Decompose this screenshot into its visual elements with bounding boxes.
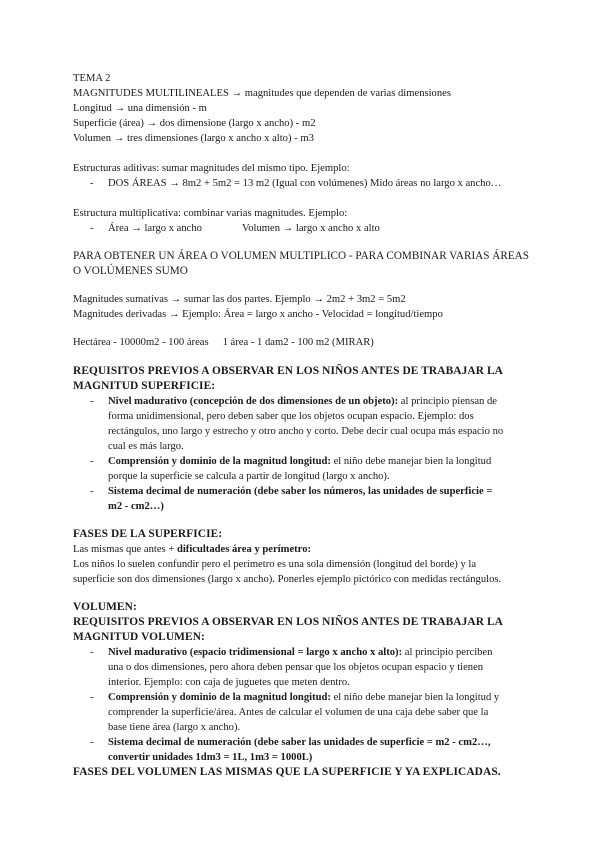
hectarea-a: Hectárea - 10000m2 - 100 áreas (73, 337, 209, 348)
req-superficie-heading-2: MAGNITUD SUPERFICIE: (73, 380, 216, 392)
req-sup-item2-bold: Comprensión y dominio de la magnitud longitud: (108, 456, 331, 467)
req-sup-item1-bold: Nivel madurativo (concepción de dos dimensiones de un objeto): (108, 396, 399, 407)
fases-sup-line1-b: dificultades área y perímetro: (176, 544, 312, 555)
list-dash: - (90, 647, 94, 658)
sumativas-line: Magnitudes sumativas → sumar las dos partes. Ejemplo → 2m2 + 3m2 = 5m2 (73, 294, 406, 305)
req-volumen-heading-1: REQUISITOS PREVIOS A OBSERVAR EN LOS NIÑOS ANTES DE TRABAJAR LA (73, 616, 504, 628)
list-dash: - (90, 223, 94, 234)
fases-sup-line2: Los niños lo suelen confundir pero el perímetro es una sola dimensión (longitud del borde) y la (73, 559, 477, 570)
multiplicativa-volumen: Volumen → largo x ancho x alto (241, 223, 380, 234)
multiplicativa-intro: Estructura multiplicativa: combinar varias magnitudes. Ejemplo: (73, 208, 348, 219)
req-vol-item2-line1 (108, 691, 499, 704)
req-sup-item3-line2: m2 - cm2…) (108, 501, 164, 512)
volumen-heading: VOLUMEN: (73, 601, 137, 613)
para-obtener-line2: O VOLÚMENES SUMO (73, 265, 188, 277)
fases-sup-line1 (73, 543, 311, 556)
req-sup-item3-line1: Sistema decimal de numeración (debe saber los números, las unidades de superficie = (108, 486, 493, 497)
req-vol-item2-line3: base tiene área (largo x ancho). (108, 722, 241, 733)
fases-sup-line1-a: Las mismas que antes + (73, 544, 177, 555)
multiplicativa-area: Área → largo x ancho (108, 223, 202, 234)
req-sup-item2-line1 (108, 455, 491, 468)
derivadas-line: Magnitudes derivadas → Ejemplo: Área = largo x ancho - Velocidad = longitud/tiempo (73, 309, 443, 320)
tema-heading: TEMA 2 (73, 73, 111, 84)
longitud-line: Longitud → una dimensión - m (73, 103, 207, 114)
list-dash: - (90, 692, 94, 703)
magnitudes-title-rest: → magnitudes que dependen de varias dimensiones (228, 88, 451, 99)
para-obtener-line1: PARA OBTENER UN ÁREA O VOLUMEN MULTIPLICO - PARA COMBINAR VARIAS ÁREAS (73, 250, 529, 262)
req-superficie-heading-1: REQUISITOS PREVIOS A OBSERVAR EN LOS NIÑOS ANTES DE TRABAJAR LA (73, 365, 504, 377)
req-sup-item1-line2: forma unidimensional, pero deben saber que los objetos ocupan espacio. Ejemplo: dos (108, 411, 474, 422)
fases-sup-line3: superficie son dos dimensiones (largo x ancho). Ponerles ejemplo pictórico con medidas rectángulos. (73, 574, 502, 585)
req-vol-item1-line1 (108, 646, 492, 659)
list-dash: - (90, 456, 94, 467)
hectarea-line (73, 336, 374, 349)
req-sup-item1-line4: cual es más largo. (108, 441, 184, 452)
req-sup-item2-line2: porque la superficie se calcula a partir de longitud (largo x ancho). (108, 471, 390, 482)
req-vol-item2-text: el niño debe manejar bien la longitud y (330, 692, 500, 703)
list-dash: - (90, 486, 94, 497)
aditivas-item: DOS ÁREAS → 8m2 + 5m2 = 13 m2 (Igual con volúmenes) Mido áreas no largo x ancho… (108, 178, 502, 189)
req-sup-item1-line1 (108, 395, 497, 408)
list-dash: - (90, 737, 94, 748)
req-vol-item1-text: al principio perciben (402, 647, 493, 658)
req-vol-item2-line2: comprender la superficie/área. Antes de calcular el volumen de una caja debe saber que la (108, 707, 489, 718)
req-volumen-heading-2: MAGNITUD VOLUMEN: (73, 631, 205, 643)
req-vol-item2-bold: Comprensión y dominio de la magnitud longitud: (108, 692, 331, 703)
volumen-line: Volumen → tres dimensiones (largo x ancho x alto) - m3 (73, 133, 314, 144)
fases-volumen-line: FASES DEL VOLUMEN LAS MISMAS QUE LA SUPERFICIE Y YA EXPLICADAS. (73, 766, 501, 778)
req-vol-item3-line2: convertir unidades 1dm3 = 1L, 1m3 = 1000L) (108, 752, 313, 763)
list-dash: - (90, 396, 94, 407)
req-sup-item2-text: el niño debe manejar bien la longitud (330, 456, 492, 467)
superficie-line: Superficie (área) → dos dimensione (largo x ancho) - m2 (73, 118, 316, 129)
req-vol-item1-line3: interior. Ejemplo: con caja de juguetes que meten dentro. (108, 677, 350, 688)
multiplicativa-item (108, 222, 380, 235)
list-dash: - (90, 178, 94, 189)
req-vol-item1-bold: Nivel madurativo (espacio tridimensional = largo x ancho x alto): (108, 647, 403, 658)
req-sup-item1-line3: rectángulos, uno largo y estrecho y otro ancho y corto. Debe decir cual ocupa más espacio no (108, 426, 504, 437)
req-sup-item1-text: al principio piensan de (398, 396, 498, 407)
aditivas-intro: Estructuras aditivas: sumar magnitudes del mismo tipo. Ejemplo: (73, 163, 350, 174)
magnitudes-title (73, 87, 451, 100)
fases-superficie-heading: FASES DE LA SUPERFICIE: (73, 528, 223, 540)
req-vol-item3-line1: Sistema decimal de numeración (debe saber las unidades de superficie = m2 - cm2…, (108, 737, 491, 748)
hectarea-b: 1 área - 1 dam2 - 100 m2 (MIRAR) (222, 337, 374, 348)
req-vol-item1-line2: una o dos dimensiones, pero ahora deben pensar que los objetos ocupan espacio y tienen (108, 662, 484, 673)
magnitudes-title-main: MAGNITUDES MULTILINEALES (73, 88, 229, 99)
